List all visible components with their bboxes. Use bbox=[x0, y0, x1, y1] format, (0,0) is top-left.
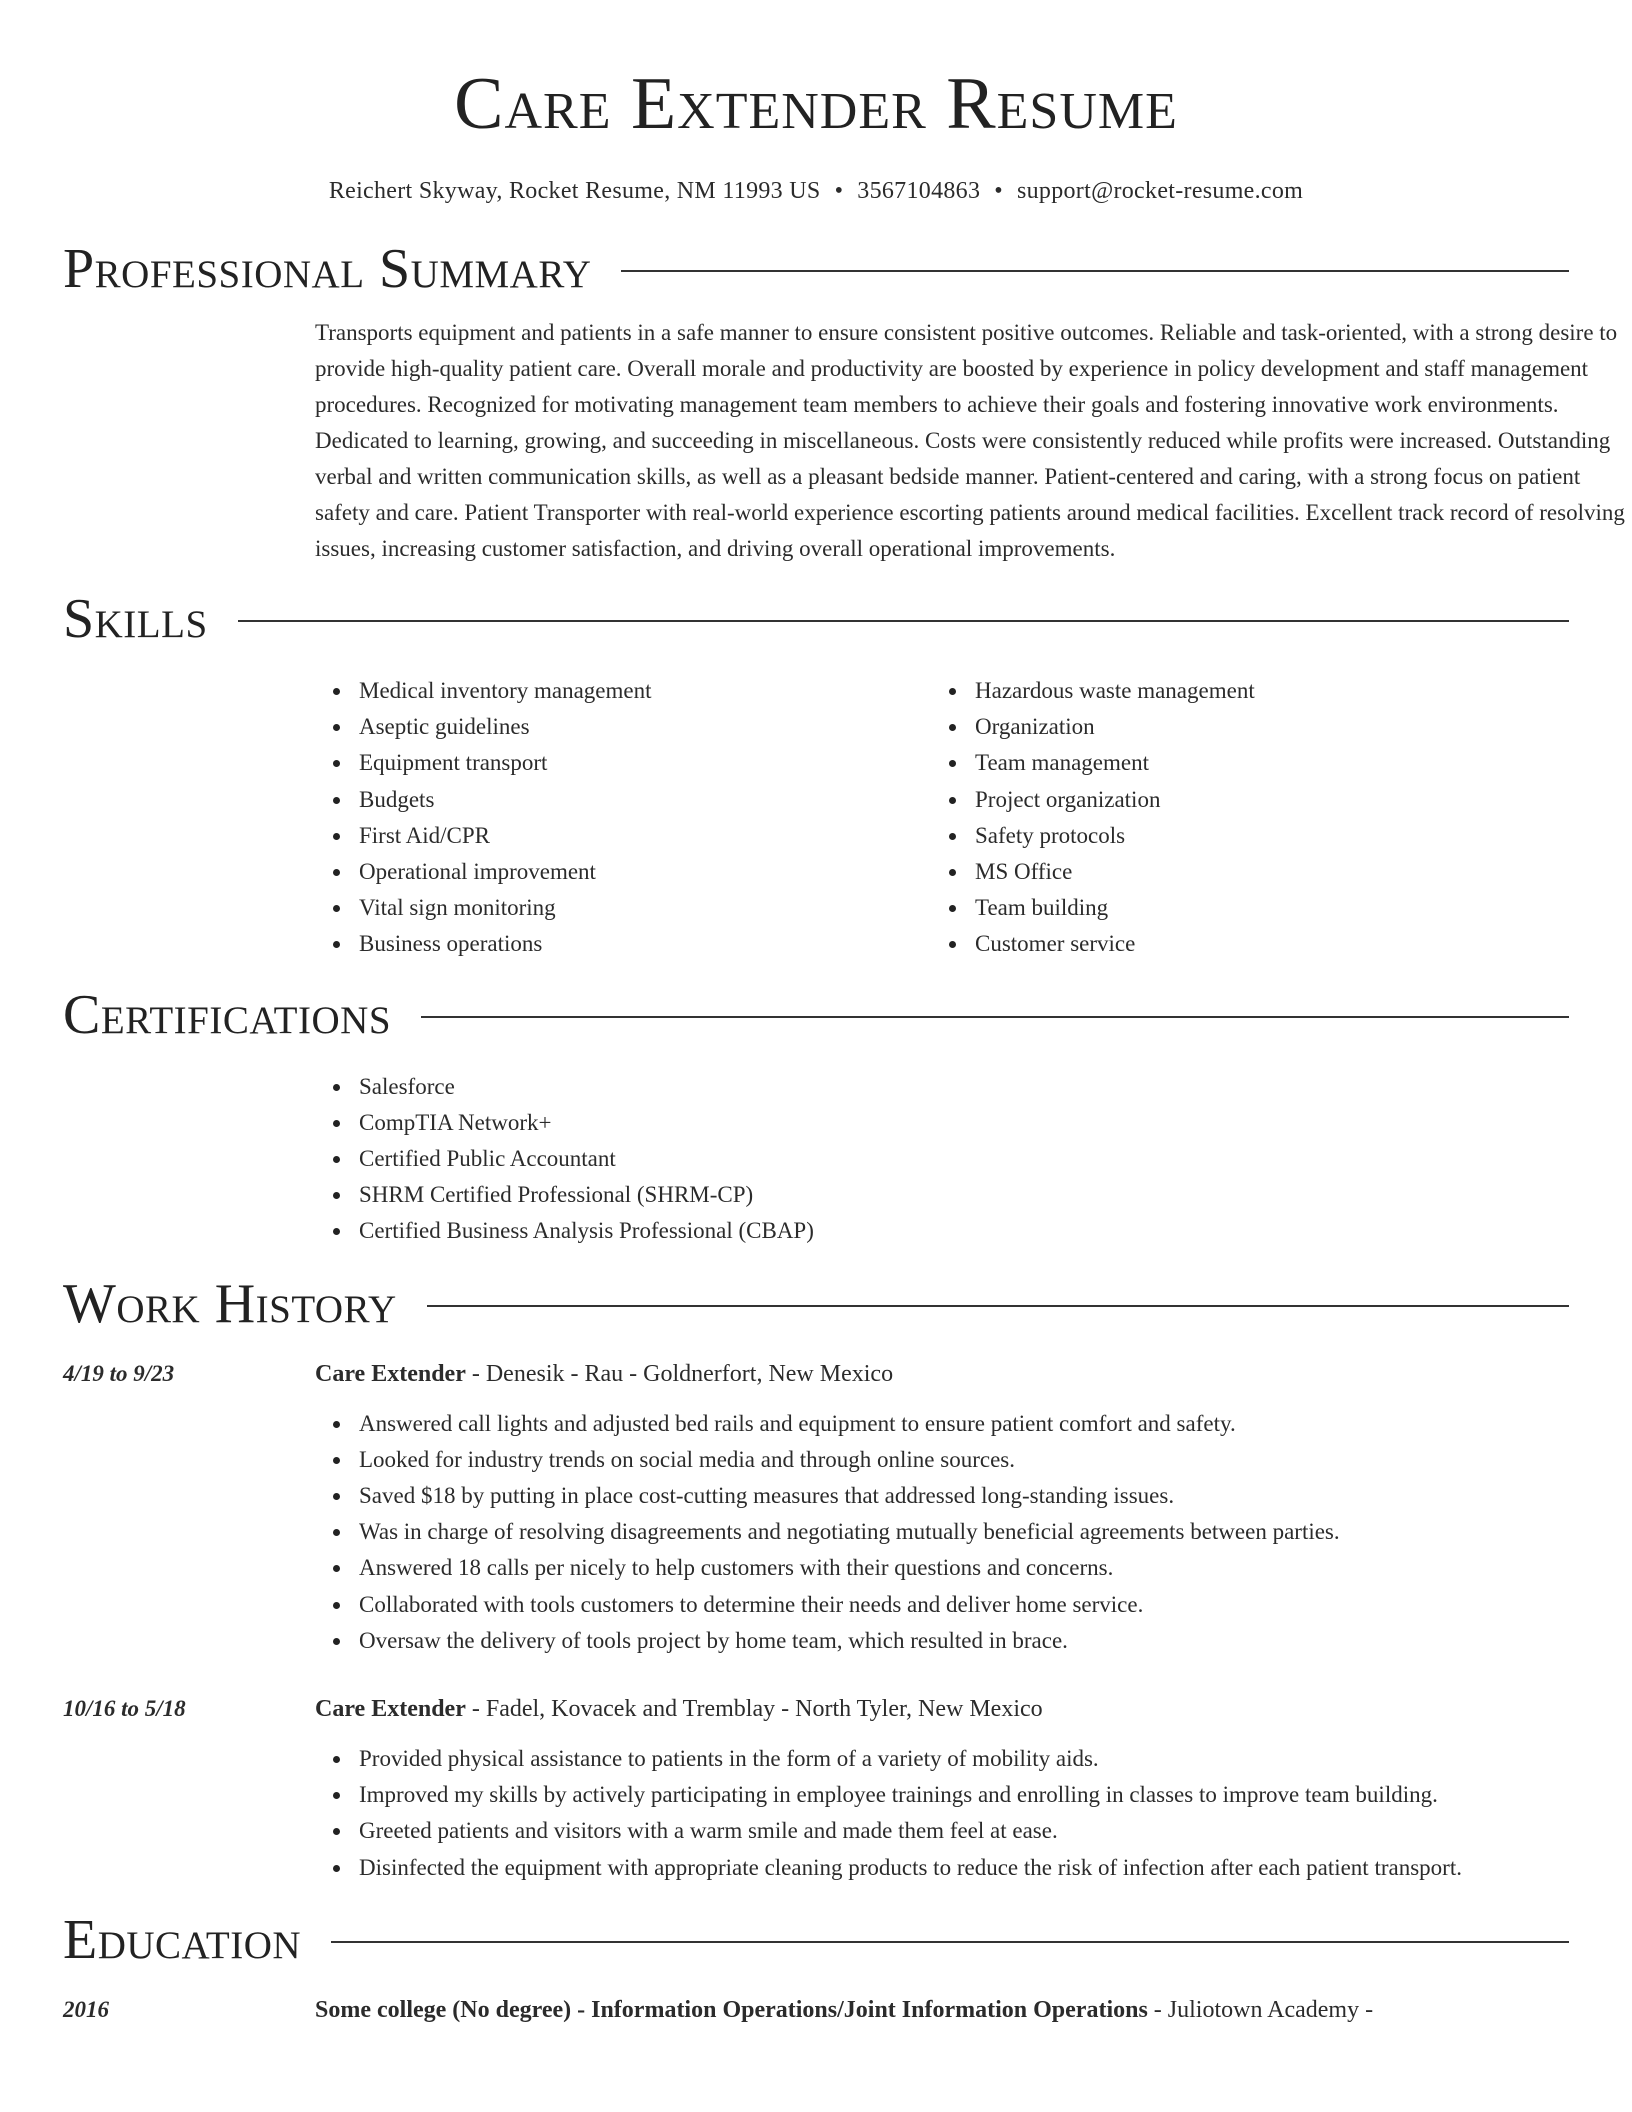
job-duty: Oversaw the delivery of tools project by home team, which resulted in brace. bbox=[359, 1623, 1569, 1659]
certifications-section bbox=[315, 1069, 1569, 1250]
certification-item: Certified Public Accountant bbox=[359, 1141, 1569, 1177]
summary-section-header bbox=[63, 237, 1569, 301]
job-duty: Collaborated with tools customers to determine their needs and deliver home service. bbox=[359, 1587, 1569, 1623]
job-dates: 4/19 to 9/23 bbox=[63, 1360, 175, 1386]
education-section-header bbox=[63, 1908, 1569, 1972]
resume-title: Care Extender Resume bbox=[454, 63, 1178, 145]
job-duty: Looked for industry trends on social media and through online sources. bbox=[359, 1442, 1569, 1478]
certifications-list bbox=[315, 1069, 1569, 1250]
skill-item: Budgets bbox=[359, 782, 931, 818]
job-entry bbox=[63, 1356, 1569, 1659]
job-duty: Answered call lights and adjusted bed rails and equipment to ensure patient comfort and safety. bbox=[359, 1406, 1569, 1442]
skill-item: Aseptic guidelines bbox=[359, 709, 931, 745]
certifications-section-header bbox=[63, 983, 1569, 1047]
skill-item: Business operations bbox=[359, 926, 931, 962]
skills-list bbox=[931, 673, 1547, 963]
job-body bbox=[315, 1356, 1569, 1659]
skill-item: Safety protocols bbox=[975, 818, 1547, 854]
section-divider bbox=[331, 1941, 1569, 1943]
work-section-header bbox=[63, 1272, 1569, 1336]
section-divider bbox=[421, 1016, 1569, 1018]
certification-item: Salesforce bbox=[359, 1069, 1569, 1105]
contact-address: Reichert Skyway, Rocket Resume, NM 11993 US bbox=[328, 178, 821, 204]
education-heading: Education bbox=[63, 1908, 302, 1971]
education-degree: Some college (No degree) - Information Operations/Joint Information Operations bbox=[315, 1996, 1148, 2023]
job-duty: Improved my skills by actively participating in employee trainings and enrolling in classes to improve team building. bbox=[359, 1777, 1569, 1813]
contact-line bbox=[63, 178, 1569, 205]
skill-item: Team building bbox=[975, 890, 1547, 926]
job-duties-list bbox=[315, 1406, 1569, 1659]
section-divider bbox=[238, 620, 1569, 622]
education-body bbox=[315, 1992, 1569, 2028]
skill-item: Equipment transport bbox=[359, 745, 931, 781]
contact-phone: 3567104863 bbox=[857, 178, 981, 204]
contact-separator: • bbox=[994, 178, 1003, 204]
certification-item: SHRM Certified Professional (SHRM-CP) bbox=[359, 1177, 1569, 1213]
skills-column-left bbox=[315, 673, 931, 963]
job-title: Care Extender bbox=[315, 1360, 466, 1387]
skills-column-right bbox=[931, 673, 1547, 963]
job-title: Care Extender bbox=[315, 1696, 466, 1723]
education-entry bbox=[63, 1992, 1569, 2028]
skill-item: First Aid/CPR bbox=[359, 818, 931, 854]
job-employer: - Denesik - Rau - Goldnerfort, New Mexico bbox=[465, 1360, 894, 1387]
education-year: 2016 bbox=[63, 1996, 109, 2022]
section-divider bbox=[621, 270, 1569, 272]
education-line bbox=[315, 1992, 1569, 2028]
skill-item: Medical inventory management bbox=[359, 673, 931, 709]
job-dates: 10/16 to 5/18 bbox=[63, 1696, 186, 1722]
skills-list bbox=[315, 673, 931, 963]
skill-item: Operational improvement bbox=[359, 854, 931, 890]
skill-item: Team management bbox=[975, 745, 1547, 781]
skill-item: Organization bbox=[975, 709, 1547, 745]
skills-section bbox=[315, 673, 1569, 963]
education-school: - Juliotown Academy - bbox=[1147, 1996, 1374, 2023]
contact-separator: • bbox=[834, 178, 844, 204]
job-duties-list bbox=[315, 1741, 1569, 1886]
job-duty: Provided physical assistance to patients in the form of a variety of mobility aids. bbox=[359, 1741, 1569, 1777]
job-title-line bbox=[315, 1356, 1569, 1392]
job-title-line bbox=[315, 1691, 1569, 1727]
job-duty: Saved $18 by putting in place cost-cutting measures that addressed long-standing issues. bbox=[359, 1478, 1569, 1514]
certification-item: CompTIA Network+ bbox=[359, 1105, 1569, 1141]
job-duty: Disinfected the equipment with appropriate cleaning products to reduce the risk of infection after each patient transport. bbox=[359, 1850, 1569, 1886]
summary-section bbox=[315, 315, 1625, 567]
skill-item: Customer service bbox=[975, 926, 1547, 962]
summary-heading: Professional Summary bbox=[63, 238, 592, 300]
contact-email: support@rocket-resume.com bbox=[1016, 178, 1304, 204]
skill-item: Vital sign monitoring bbox=[359, 890, 931, 926]
certifications-heading: Certifications bbox=[63, 983, 392, 1046]
job-entry bbox=[63, 1691, 1569, 1886]
certification-item: Certified Business Analysis Professional (CBAP) bbox=[359, 1213, 1569, 1249]
job-duty: Greeted patients and visitors with a warm smile and made them feel at ease. bbox=[359, 1813, 1569, 1849]
job-employer: - Fadel, Kovacek and Tremblay - North Tyler, New Mexico bbox=[465, 1696, 1043, 1723]
skills-section-header bbox=[63, 587, 1569, 651]
section-divider bbox=[427, 1305, 1569, 1307]
skill-item: Hazardous waste management bbox=[975, 673, 1547, 709]
work-heading: Work History bbox=[63, 1272, 397, 1335]
job-duty: Was in charge of resolving disagreements and negotiating mutually beneficial agreements between parties. bbox=[359, 1514, 1569, 1550]
job-duty: Answered 18 calls per nicely to help customers with their questions and concerns. bbox=[359, 1550, 1569, 1586]
skills-heading: Skills bbox=[63, 588, 208, 650]
skill-item: Project organization bbox=[975, 782, 1547, 818]
job-body bbox=[315, 1691, 1569, 1886]
skill-item: MS Office bbox=[975, 854, 1547, 890]
summary-text: Transports equipment and patients in a safe manner to ensure consistent positive outcomes. Reliable and task-oriented, with a strong desire to provide high-quality patient care. Overall morale and productivity are boosted by experience in policy development and staff management procedures. Recognized for motivating management team members to achieve their goals and fostering innovative work environments. Dedicated to learning, growing, and succeeding in miscellaneous. Costs were consistently reduced while profits were increased. Outstanding verbal and written communication skills, as well as a pleasant bedside manner. Patient-centered and caring, with a strong focus on patient safety and care. Patient Transporter with real-world experience escorting patients around medical facilities. Excellent track record of resolving issues, increasing customer satisfaction, and driving overall operational improvements. bbox=[315, 320, 1625, 561]
